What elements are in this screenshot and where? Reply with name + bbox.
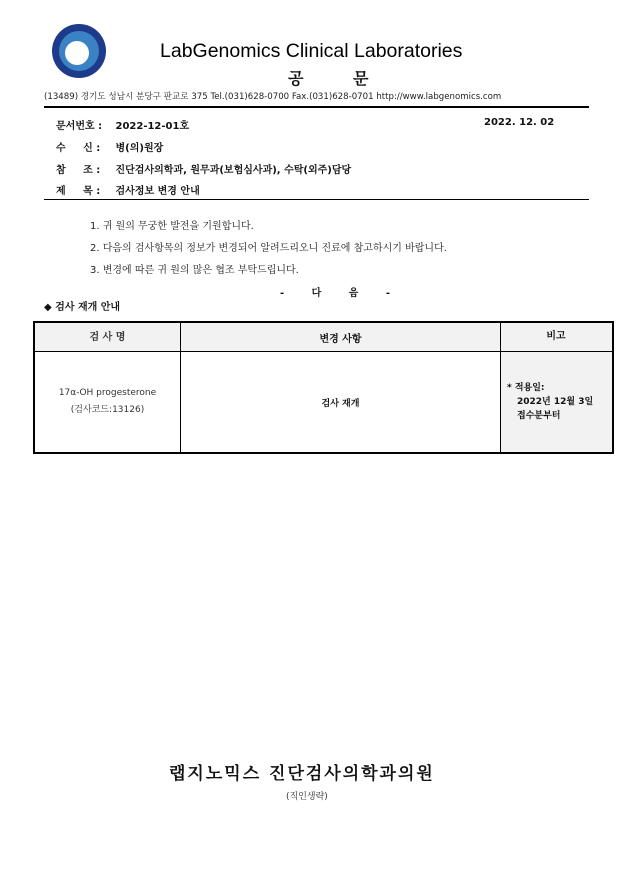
doc-number: 2022-12-01호 <box>115 121 190 132</box>
meta-rule <box>44 199 589 200</box>
doc-number-label: 문서번호 : <box>56 121 103 132</box>
subject-row <box>56 182 200 197</box>
reference-label: 참 조 : <box>56 165 101 176</box>
doc-date: 2022. 12. 02 <box>484 117 555 128</box>
note-line-2: 접수분부터 <box>517 411 561 421</box>
body-line-3: 3. 변경에 따른 귀 원의 많은 협조 부탁드립니다. <box>90 265 299 276</box>
note-line-1: 2022년 12월 3일 <box>517 397 594 407</box>
table-header-row <box>34 322 613 352</box>
subject-label: 제 목 : <box>56 186 101 197</box>
header-change: 변경 사항 <box>181 322 501 352</box>
test-name-cell <box>34 352 181 454</box>
recipient-label: 수 신 : <box>56 143 101 154</box>
change-cell: 검사 재개 <box>181 352 501 454</box>
reference: 진단검사의학과, 원무과(보험심사과), 수탁(외주)담당 <box>115 165 352 176</box>
labgenomics-logo-icon <box>52 24 106 78</box>
test-code: (검사코드:13126) <box>70 405 145 415</box>
recipient: 병(의)원장 <box>115 143 164 154</box>
doc-kind: 공 문 <box>288 69 391 88</box>
subject: 검사정보 변경 안내 <box>115 186 200 197</box>
change-table <box>33 321 614 454</box>
body-line-1: 1. 귀 원의 무궁한 발전을 기원합니다. <box>90 221 254 232</box>
footer-note: (직인생략) <box>286 792 328 802</box>
address-line: (13489) 경기도 성남시 분당구 판교로 375 Tel.(031)628-0700 Fax.(031)628-0701 http://www.labgenomics.com <box>44 92 502 102</box>
body-line-2: 2. 다음의 검사항목의 정보가 변경되어 알려드리오니 진료에 참고하시기 바랍니다. <box>90 243 447 254</box>
header-rule <box>44 106 589 108</box>
table-row <box>34 352 613 454</box>
note-title: * 적용일: <box>507 383 545 393</box>
header-test-name: 검 사 명 <box>34 322 181 352</box>
section-title: ◆ 검사 재개 안내 <box>44 302 121 313</box>
center-label: - 다 음 - <box>280 288 392 299</box>
reference-row <box>56 161 351 176</box>
doc-number-row <box>56 117 189 132</box>
note-cell <box>501 352 614 454</box>
test-name: 17α-OH progesterone <box>58 388 157 398</box>
footer-org: 랩지노믹스 진단검사의학과의원 <box>169 764 435 784</box>
recipient-row <box>56 139 163 154</box>
header-note: 비고 <box>501 322 614 352</box>
org-name: LabGenomics Clinical Laboratories <box>160 40 463 62</box>
